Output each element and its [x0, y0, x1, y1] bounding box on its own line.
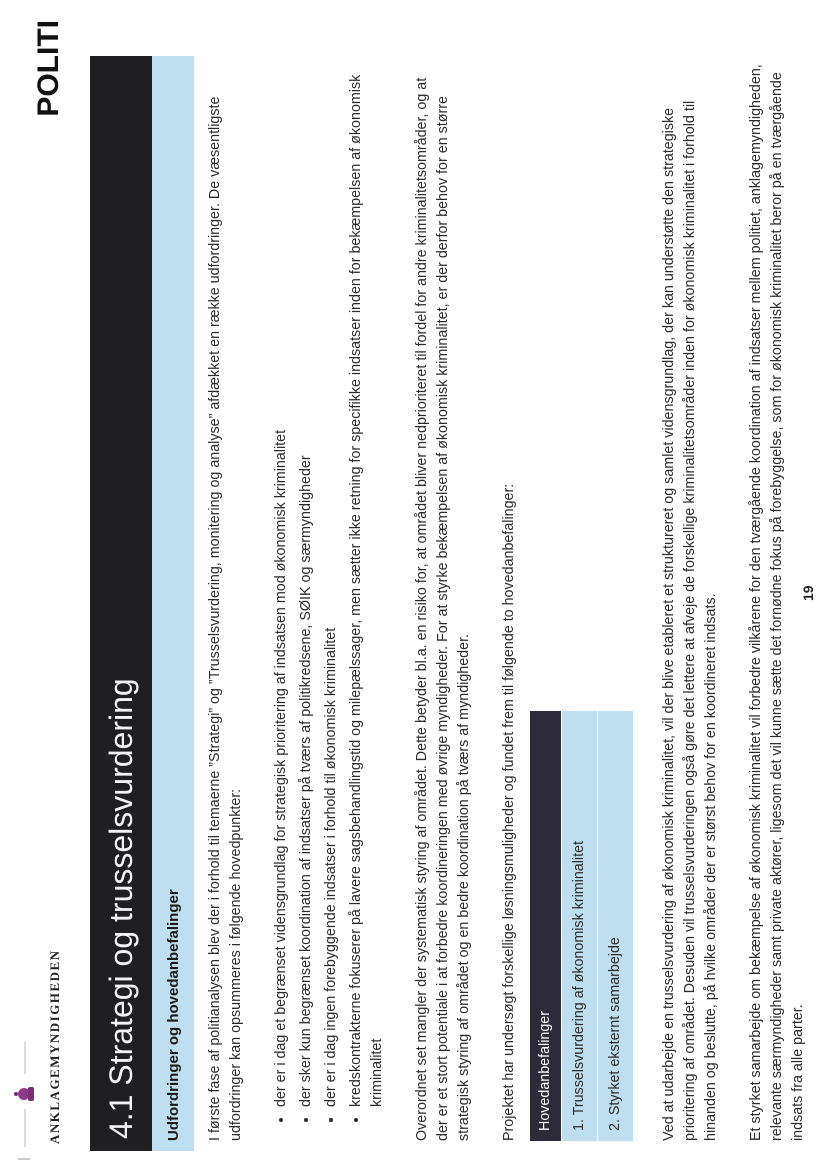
recommendation-item: 1. Trusselsvurdering af økonomisk kriminalitet — [561, 711, 597, 1141]
list-item: • der sker kun begrænset koordination af indsatser på tværs af politikredsene, SØIK og særmyndigheder — [296, 61, 317, 1107]
list-item: • der er i dag ingen forebyggende indsatser i forhold til økonomisk kriminalitet — [321, 61, 342, 1107]
cooperation-paragraph: Et styrket samarbejde om bekæmpelse af økonomisk kriminalitet vil forbedre vilkårene for den tværgående koordination af indsatser mellem politiet, anklagemyndigheden, relevante særmyndigheder samt private aktører, ligesom det vil kunne sætte det fornødne fokus på forebyggelse, som for økonomisk kriminalitet beror på en tværgående indsats fra alle parter. — [748, 64, 806, 1141]
challenges-list — [271, 61, 388, 1141]
recommendations-heading: Hovedanbefalinger — [530, 711, 561, 1141]
list-item: • der er i dag et begrænset vidensgrundlag for strategisk prioritering af indsatsen mod økonomisk kriminalitet — [271, 61, 292, 1107]
subheading-bar — [152, 56, 194, 1151]
organization-name: ANKLAGEMYNDIGHEDEN — [47, 949, 62, 1144]
list-item: • kredskontrakterne fokuserer på lavere sagsbehandlingstid og milepælssager, men sætter ikke retning for specifikke indsatser inden for bekæmpelsen af økonomisk kriminalitet — [346, 61, 388, 1107]
threat-assessment-paragraph: Ved at udarbejde en trusselsvurdering af økonomisk kriminalitet, vil der blive etableret et struktureret og samlet vidensgrundlag, der kan understøtte den strategiske prioritering af området. Desuden vil trusselsvurderingen også gøre det lettere at afveje de forskellige kriminalitetsområder inden for økonomisk kriminalitet i forhold til hinanden og beslutte, på hvilke områder der er størst behov for en koordineret indsats. — [661, 100, 719, 1141]
overall-paragraph: Overordnet set mangler der systematisk styring af området. Dette betyder bl.a. en risiko for, at området bliver nedprioriteret til fordel for andre kriminalitetsområder, og at der er et stort potentiale i at forbedre koordineringen med øvrige myndigheder. For at styrke bekæmpelsen af økonomisk kriminalitet, er der derfor behov for en større strategisk styring af området og en bedre koordination på tværs af myndigheder. — [414, 77, 472, 1141]
recommendation-item: 2. Styrket eksternt samarbejde — [597, 711, 633, 1141]
section-title-bar — [90, 56, 152, 1151]
project-paragraph: Projektet har undersøgt forskellige løsningsmuligheder og fundet frem til følgende to hovedanbefalinger: — [501, 483, 517, 1141]
page-header — [0, 0, 95, 1169]
intro-paragraph: I første fase af politianalysen blev der i forhold til temaerne ”Strategi” og ”Trusselsvurdering, monitering og analyse” afdækket en række udfordringer. De væsentligste udfordringer kan opsummeres i følgende hovedpunkter: — [207, 96, 244, 1141]
recommendations-box — [530, 711, 633, 1141]
page-number: 19 — [800, 585, 816, 601]
police-logo: POLITI — [32, 20, 65, 117]
subheading: Udfordringer og hovedanbefalinger — [164, 889, 182, 1141]
body-content — [205, 61, 828, 1141]
section-title: 4.1 Strategi og trusselsvurdering — [102, 678, 139, 1139]
